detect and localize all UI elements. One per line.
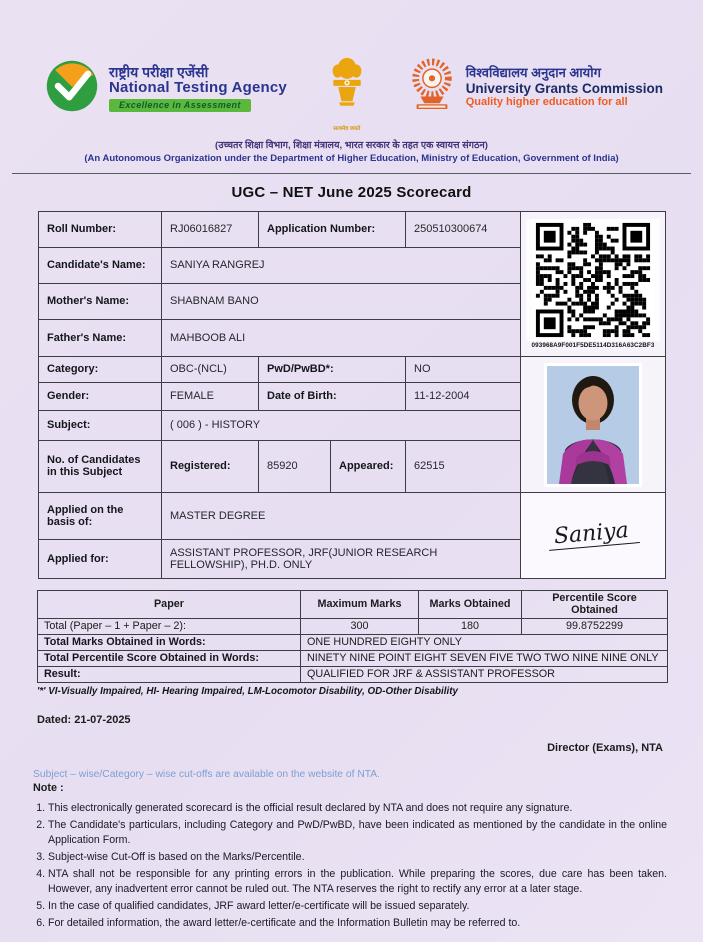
marks-obtained-header: Marks Obtained [419, 590, 522, 618]
candidate-signature: Saniya [547, 519, 640, 551]
page-title: UGC – NET June 2025 Scorecard [231, 183, 472, 201]
note-heading: Note : [33, 781, 64, 794]
ashoka-emblem-icon [325, 56, 369, 123]
photo-cell [521, 356, 666, 492]
note-item-5: 5. In the case of qualified candidates, JRF award letter/e-certificate will be issued separately. [48, 899, 667, 914]
application-number-label: Application Number: [259, 211, 406, 247]
appeared-value: 62515 [406, 440, 521, 492]
ugc-tagline: Quality higher education for all [465, 96, 628, 109]
total-percentile: 99.8752299 [522, 618, 668, 634]
table-row [39, 356, 666, 382]
father-name-label: Father's Name: [39, 319, 162, 356]
note-item-1: 1. This electronically generated scorecard is the official result declared by NTA and does not require any signature. [48, 801, 667, 816]
marks-words-row [38, 634, 668, 650]
candidate-name-value: SANIYA RANGREJ [162, 247, 521, 283]
ugc-logo-block [407, 58, 663, 117]
pwd-label: PwD/PwBD*: [259, 356, 406, 382]
percentile-words-label: Total Percentile Score Obtained in Words: [38, 650, 301, 666]
note-item-4: 4. NTA shall not be responsible for any printing errors in the publication. While preparing the scores, due care has been taken. However, any inadvertent error cannot be ruled out. The NTA reserves the right to rectify any error at a later stage. [48, 867, 667, 897]
table-row [39, 211, 666, 247]
qr-hash-text: 093968A9F001F5DE5114D316A63C2BF3 [531, 341, 655, 349]
total-marks-row [38, 618, 668, 634]
category-label: Category: [39, 356, 162, 382]
application-number-value: 250510300674 [406, 211, 521, 247]
organization-lines [0, 140, 703, 166]
dob-value: 11-12-2004 [406, 382, 521, 410]
ugc-name-english: University Grants Commission [465, 80, 663, 96]
result-row [38, 666, 668, 682]
applied-basis-label: Applied on the basis of: [39, 492, 162, 539]
ugc-logo-icon [407, 58, 457, 117]
gender-label: Gender: [39, 382, 162, 410]
marks-words-label: Total Marks Obtained in Words: [38, 634, 301, 650]
appeared-label: Appeared: [331, 440, 406, 492]
candidate-photo [544, 363, 642, 487]
candidate-details-table [38, 211, 666, 579]
dated-line: Dated: 21-07-2025 [37, 713, 131, 726]
org-line-hindi: (उच्चतर शिक्षा विभाग, शिक्षा मंत्रालय, भारत सरकार के तहत एक स्वायत्त संगठन) [215, 140, 488, 151]
father-name-value: MAHBOOB ALI [162, 319, 521, 356]
registered-label: Registered: [162, 440, 259, 492]
marks-header-row [38, 590, 668, 618]
applied-basis-value: MASTER DEGREE [162, 492, 521, 539]
ugc-text-block [466, 66, 663, 109]
nta-text-block [109, 65, 287, 112]
table-row [39, 492, 666, 539]
subject-label: Subject: [39, 410, 162, 440]
dob-label: Date of Birth: [259, 382, 406, 410]
candidates-count-label: No. of Candidates in this Subject [39, 440, 162, 492]
total-marks-obtained: 180 [419, 618, 522, 634]
note-item-6: 6. For detailed information, the award letter/e-certificate and the Information Bulletin may be referred to. [48, 916, 667, 931]
result-value: QUALIFIED FOR JRF & ASSISTANT PROFESSOR [301, 666, 668, 682]
ugc-name-hindi: विश्वविद्यालय अनुदान आयोग [465, 64, 601, 80]
result-label: Result: [38, 666, 301, 682]
cutoff-info-line: Subject – wise/Category – wise cut-offs are available on the website of NTA. [33, 768, 381, 780]
notes-list [48, 801, 667, 931]
applied-for-label: Applied for: [39, 539, 162, 578]
emblem-caption: सत्यमेव जयते [333, 126, 361, 132]
nta-name-hindi: राष्ट्रीय परीक्षा एजेंसी [109, 64, 209, 81]
qr-code [526, 219, 660, 341]
nta-logo-icon [44, 58, 100, 119]
note-item-3: 3. Subject-wise Cut-Off is based on the Marks/Percentile. [48, 850, 667, 865]
total-max-marks: 300 [301, 618, 419, 634]
candidate-name-label: Candidate's Name: [39, 247, 162, 283]
category-value: OBC-(NCL) [162, 356, 259, 382]
header [0, 0, 703, 132]
org-line-english: (An Autonomous Organization under the Department of Higher Education, Ministry of Education, Government of India) [84, 152, 619, 164]
director-signoff: Director (Exams), NTA [547, 741, 663, 754]
note-item-2: 2. The Candidate's particulars, including Category and PwD/PwBD, have been indicated as mentioned by the candidate in the online Application Form. [48, 818, 667, 848]
max-marks-header: Maximum Marks [301, 590, 419, 618]
header-divider [12, 173, 691, 174]
marks-words-value: ONE HUNDRED EIGHTY ONLY [301, 634, 668, 650]
marks-table [37, 590, 668, 683]
subject-value: ( 006 ) - HISTORY [162, 410, 521, 440]
applied-for-value: ASSISTANT PROFESSOR, JRF(JUNIOR RESEARCH FELLOWSHIP), PH.D. ONLY [162, 539, 521, 578]
nta-tagline-badge: Excellence in Assessment [109, 99, 251, 112]
nta-name-english: National Testing Agency [109, 78, 287, 96]
registered-value: 85920 [259, 440, 331, 492]
disability-footnote: '*' VI-Visually Impaired, HI- Hearing Impaired, LM-Locomotor Disability, OD-Other Disability [37, 685, 458, 697]
paper-header: Paper [38, 590, 301, 618]
pwd-value: NO [406, 356, 521, 382]
total-row-label: Total (Paper – 1 + Paper – 2): [38, 618, 301, 634]
mother-name-label: Mother's Name: [39, 283, 162, 319]
roll-number-label: Roll Number: [39, 211, 162, 247]
roll-number-value: RJ06016827 [162, 211, 259, 247]
percentile-words-row [38, 650, 668, 666]
signature-cell [521, 492, 666, 578]
percentile-header: Percentile Score Obtained [522, 590, 668, 618]
india-emblem-block [325, 56, 369, 132]
mother-name-value: SHABNAM BANO [162, 283, 521, 319]
nta-logo-block [44, 58, 287, 119]
qr-code-cell [521, 211, 666, 356]
gender-value: FEMALE [162, 382, 259, 410]
percentile-words-value: NINETY NINE POINT EIGHT SEVEN FIVE TWO TWO NINE NINE ONLY [301, 650, 668, 666]
